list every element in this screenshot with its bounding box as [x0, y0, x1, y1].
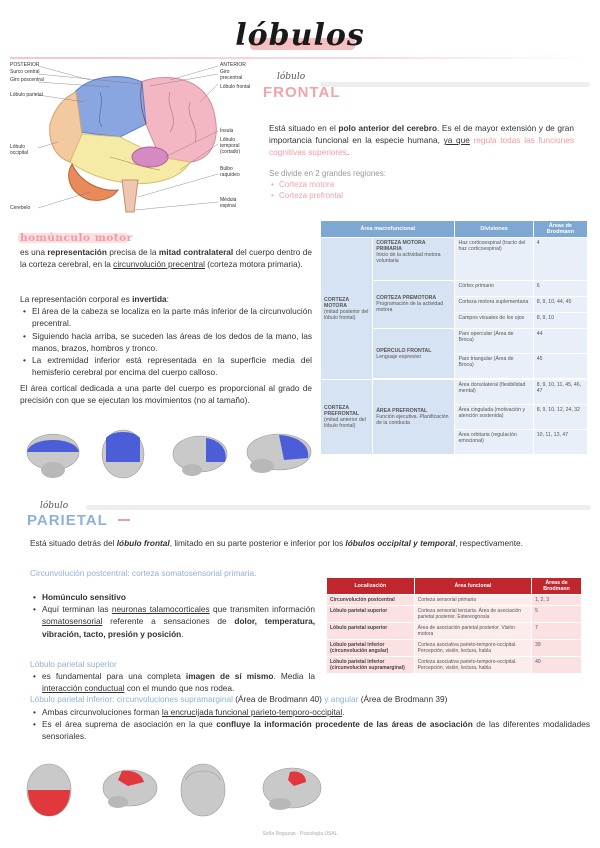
table-cell: Área cingulada (motivación y atención sostenida): [455, 404, 533, 429]
parietal-description: Está situado detrás del lóbulo frontal, limitado en su parte posterior e inferior por los lóbulos occipital y temporal, respectivamente.: [30, 538, 523, 548]
table-cell: Área orbitaria (regulación emocional): [455, 429, 533, 454]
table-header: Localización: [327, 578, 415, 595]
parietal-inferior-list: [30, 706, 590, 743]
table-row: [327, 640, 582, 657]
list-item: • es fundamental para una completa imagen de sí mismo. Media la interacción conductual con el mundo que nos rodea.: [30, 670, 315, 694]
list-item: • Siguiendo hacia arriba, se suceden las áreas de los dedos de la mano, las manos, brazos, hombros y tronco.: [20, 330, 312, 354]
table-cell: 8, 9, 10, 11, 45, 46, 47: [533, 380, 587, 405]
brain-medial-parietal-icon: [260, 764, 324, 814]
label-insula: Ínsula: [220, 128, 234, 134]
parietal-superior-list: [30, 670, 315, 694]
brain-diagram: [10, 62, 265, 222]
table-cell: Lóbulo parietal inferior (circunvolución angular): [327, 640, 415, 657]
table-header: Áreas de Brodmann: [532, 578, 582, 595]
list-item: • Aquí terminan las neuronas talamocorticales que transmiten información somatosensorial referente a sensaciones de dolor, temperatura, vibración, tacto, presión y posición.: [30, 603, 315, 640]
brain-lateral-view-icon: [244, 430, 314, 478]
parietal-heading: PARIETAL: [27, 512, 108, 529]
table-cell: Corteza asociativa parieto-temporo-occipital. Percepción, visión, lectura, habla: [414, 657, 531, 674]
table-cell: OPÉRCULO FRONTAL Lenguaje expresivo: [373, 329, 455, 379]
label-bulbo-raquideo: Bulbo raquídeo: [220, 166, 240, 178]
table-row: [327, 595, 582, 606]
table-cell: 8, 9, 10: [533, 312, 587, 328]
table-cell: 8, 9, 10, 44, 45: [533, 296, 587, 312]
table-cell: 10, 11, 13, 47: [533, 429, 587, 454]
table-cell: 4: [533, 238, 587, 281]
table-cell: Corteza motora suplementaria: [455, 296, 533, 312]
table-cell: Corteza sensorial primaria: [414, 595, 531, 606]
parietal-subheading-superior: Lóbulo parietal superior: [30, 659, 117, 669]
parietal-postcentral-list: [30, 591, 315, 640]
table-cell: Lóbulo parietal inferior (circunvolución supramarginal): [327, 657, 415, 674]
parietal-dash: [118, 519, 130, 521]
frontal-regions-intro: Se divide en 2 grandes regiones:: [269, 169, 386, 178]
table-cell: Lóbulo parietal superior: [327, 623, 415, 640]
table-cell: 7: [532, 623, 582, 640]
list-item: • Ambas circunvoluciones forman la encrucijada funcional parieto-temporo-occipital.: [30, 706, 590, 718]
label-giro-precentral: Giro precentral: [220, 69, 243, 81]
table-cell: Corteza sensorial terciaria. Área de asociación parietal posterior. Estereognosia: [414, 606, 531, 623]
frontal-script-label: lóbulo: [277, 72, 306, 82]
list-item: • La extremidad inferior está representada en la superficie media del hemisferio cerebral por encima del cuerpo calloso.: [20, 354, 312, 378]
frontal-areas-table: [320, 220, 588, 455]
homunculo-proportional: El área cortical dedicada a una parte del cuerpo es proporcional al grado de precisión con que se ejecutan los movimientos (no al tamaño).: [20, 383, 312, 406]
table-cell: 40: [532, 657, 582, 674]
table-cell: CORTEZA MOTORA (mitad posterior del lóbulo frontal): [321, 238, 373, 380]
table-cell: 45: [533, 354, 587, 379]
parietal-rule: [86, 505, 591, 510]
table-cell: 6: [533, 280, 587, 296]
table-cell: Pars triangular (Área de Broca): [455, 354, 533, 379]
table-header: Área macrofuncional: [321, 221, 455, 238]
page-title: lóbulos: [235, 18, 365, 53]
table-cell: 39: [532, 640, 582, 657]
table-cell: 1, 2, 3: [532, 595, 582, 606]
brain-front-view-icon: [98, 428, 148, 480]
label-cerebelo: Cerebelo: [10, 205, 31, 211]
table-cell: ÁREA PREFRONTAL Función ejecutiva. Planificación de la conducta: [373, 380, 455, 455]
parietal-subheading-inferior: Lóbulo parietal inferior: circunvoluciones supramarginal (Área de Brodmann 40) y angular (Área de Brodmann 39): [30, 694, 448, 704]
label-lobulo-temporal: Lóbulo temporal (cortado): [220, 137, 241, 155]
table-cell: 44: [533, 329, 587, 354]
table-cell: CORTEZA PREMOTORA Programación de la actividad motora: [373, 280, 455, 328]
parietal-subheading-postcentral: Circunvolución postcentral: corteza somatosensorial primaria.: [30, 568, 257, 578]
table-cell: Lóbulo parietal superior: [327, 606, 415, 623]
region-item: • Corteza prefrontal: [269, 190, 569, 201]
table-row: [327, 606, 582, 623]
brain-top-view-icon: [22, 430, 84, 480]
parietal-script-label: lóbulo: [40, 501, 69, 511]
table-cell: CORTEZA PREFRONTAL (mitad anterior del lóbulo frontal): [321, 380, 373, 455]
homunculo-title: homúnculo motor: [20, 232, 133, 244]
top-divider: [10, 57, 590, 59]
table-cell: Área dorsolateral (flexibilidad mental): [455, 380, 533, 405]
table-cell: Pars opercular (Área de Broca): [455, 329, 533, 354]
homunculo-inverted: La representación corporal es invertida: • El área de la cabeza se localiza en la parte más inferior de la circunvolución precentral. • Siguiendo hacia arriba, se suceden las áreas de los dedos de la mano, las manos, brazos, hombros y tronco. • La extremidad inferior está representada en la superficie media del hemisferio cerebral por encima del cuerpo calloso.: [20, 293, 312, 378]
table-row: [327, 657, 582, 674]
table-header: Áreas de Brodmann: [533, 221, 587, 238]
label-medula-espinal: Médula espinal: [220, 197, 237, 209]
table-cell: 5: [532, 606, 582, 623]
table-cell: 8, 9, 10, 12, 24, 32: [533, 404, 587, 429]
brain-lateral-parietal-icon: [100, 766, 160, 812]
table-cell: CORTEZA MOTORA PRIMARIA Inicio de la actividad motora voluntaria: [373, 238, 455, 281]
label-lobulo-occipital: Lóbulo occipital: [10, 144, 29, 156]
region-item: • Corteza motora: [269, 179, 569, 190]
table-cell: Campos visuales de los ojos: [455, 312, 533, 328]
label-lobulo-frontal: Lóbulo frontal: [220, 84, 251, 90]
label-giro-poscentral: Giro poscentral: [10, 77, 44, 83]
list-item: • Es el área suprema de asociación en la que confluye la información procedente de las áreas de asociación de las diferentes modalidades sensoriales.: [30, 718, 590, 742]
frontal-rule: [320, 82, 590, 87]
label-anterior: ANTERIOR: [220, 62, 246, 68]
table-cell: Área de asociación parietal posterior. Visión motora: [414, 623, 531, 640]
parietal-areas-table: [326, 577, 582, 674]
homunculo-definition: es una representación precisa de la mitad contralateral del cuerpo dentro de la corteza cerebral, en la circunvolución precentral (corteza motora primaria).: [20, 247, 313, 270]
table-row: [327, 623, 582, 640]
frontal-heading: FRONTAL: [263, 84, 341, 101]
table-header: Divisiones: [455, 221, 533, 238]
table-cell: Corteza asociativa parieto-temporo-occipital. Percepción, visión, lectura, habla: [414, 640, 531, 657]
label-posterior: POSTERIOR: [10, 62, 40, 68]
label-lobulo-parietal: Lóbulo parietal: [10, 92, 43, 98]
table-header: Área funcional: [414, 578, 531, 595]
frontal-description: Está situado en el polo anterior del cerebro. Es el de mayor extensión y de gran importancia funcional en la especie humana, ya que regula todas las funciones cognitivas superiores.: [269, 123, 574, 158]
frontal-regions: [269, 168, 569, 201]
list-item: • Homúnculo sensitivo: [30, 591, 315, 603]
table-cell: Circunvolución postcentral: [327, 595, 415, 606]
brain-top-parietal-icon: [24, 762, 74, 818]
list-item: • El área de la cabeza se localiza en la parte más inferior de la circunvolución precentral.: [20, 305, 312, 329]
footer-credit: Sofía Reguzan · Psicología USAL: [262, 831, 338, 837]
label-surco-central: Surco central: [10, 69, 40, 75]
table-cell: Córtex primario: [455, 280, 533, 296]
brain-front-parietal-icon: [178, 762, 228, 818]
brain-medial-view-icon: [170, 432, 230, 478]
table-cell: Haz corticoespinal (tracto del haz corticoespinal): [455, 238, 533, 281]
